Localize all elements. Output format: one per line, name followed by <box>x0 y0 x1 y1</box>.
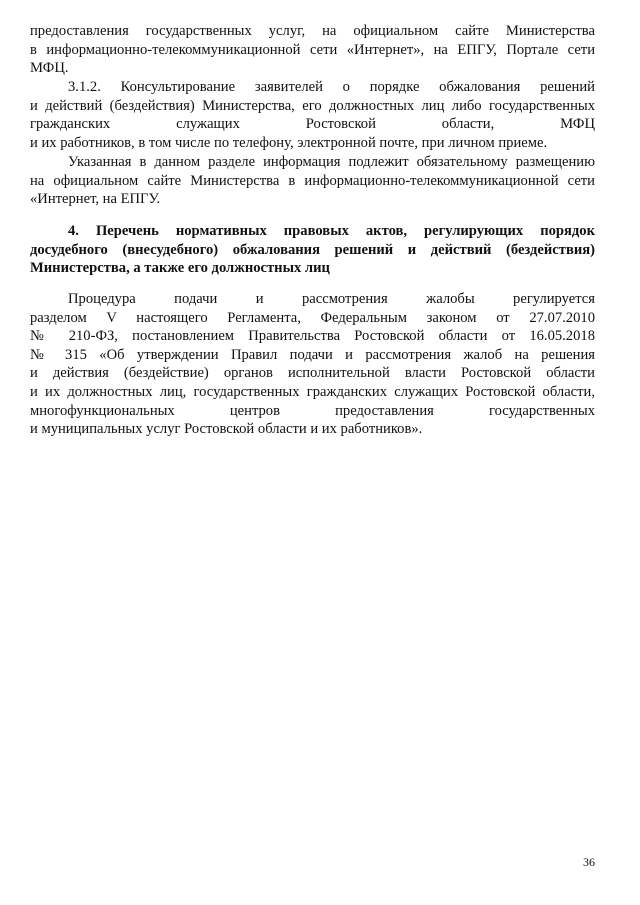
text-line: в информационно-телекоммуникационной сети «Интернет», на ЕПГУ, Портале сети <box>30 41 595 58</box>
text-line: 3.1.2. Консультирование заявителей о порядке обжалования решений <box>68 79 595 95</box>
text-line: и действий (бездействия) Министерства, его должностных лиц либо государственных <box>30 97 595 114</box>
text-line: Указанная в данном разделе информация подлежит обязательному размещению <box>68 154 595 170</box>
text-line: гражданских служащих Ростовской области, МФЦ <box>30 116 595 133</box>
text-line: и муниципальных услуг Ростовской области и их работников». <box>30 421 423 438</box>
text-line: на официальном сайте Министерства в информационно-телекоммуникационной сети <box>30 172 595 189</box>
page-number: 36 <box>583 855 595 869</box>
heading-line: досудебного (внесудебного) обжалования решений и действий (бездействия) <box>30 241 595 258</box>
text-line: предоставления государственных услуг, на официальном сайте Министерства <box>30 23 595 39</box>
paragraph-publication-places <box>30 22 595 78</box>
text-line: «Интернет, на ЕПГУ. <box>30 191 161 208</box>
heading-line: 4. Перечень нормативных правовых актов, регулирующих порядок <box>68 223 595 239</box>
text-line: МФЦ. <box>30 60 69 77</box>
text-line: разделом V настоящего Регламента, Федеральным законом от 27.07.2010 <box>30 309 595 326</box>
paragraph-3-1-2 <box>30 78 595 152</box>
text-line: Процедура подачи и рассмотрения жалобы регулируется <box>68 291 595 307</box>
section-4-heading <box>30 222 595 278</box>
text-line: многофункциональных центров предоставления государственных <box>30 402 595 419</box>
paragraph-procedure <box>30 290 595 439</box>
text-line: № 315 «Об утверждении Правил подачи и рассмотрения жалоб на решения <box>30 346 595 363</box>
text-line: и их должностных лиц, государственных гражданских служащих Ростовской области, <box>30 383 595 400</box>
text-line: и действия (бездействие) органов исполнительной власти Ростовской области <box>30 365 595 382</box>
paragraph-info-placement <box>30 153 595 209</box>
text-line: № 210-ФЗ, постановлением Правительства Ростовской области от 16.05.2018 <box>30 328 595 345</box>
heading-line: Министерства, а также его должностных лиц <box>30 260 330 277</box>
text-line: и их работников, в том числе по телефону, электронной почте, при личном приеме. <box>30 134 548 151</box>
